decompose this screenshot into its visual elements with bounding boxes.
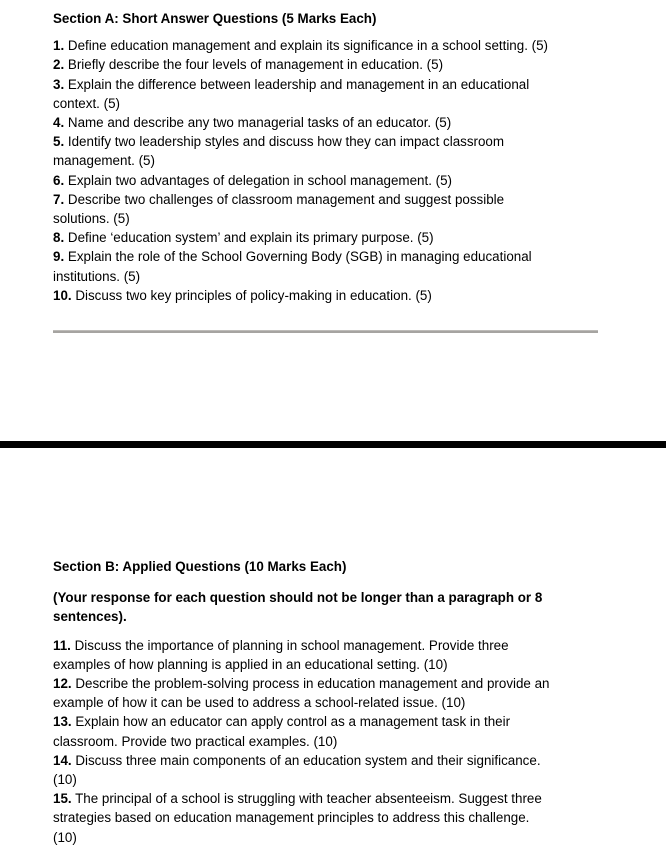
question-item: 15. The principal of a school is struggling with teacher absenteeism. Suggest three strategies based on education management principles to address this challenge. (10)	[53, 791, 542, 845]
question-number: 5.	[53, 134, 65, 150]
question-item: 11. Discuss the importance of planning in school management. Provide three examples of how planning is applied in an educational setting. (10)	[53, 637, 509, 672]
question-number: 2.	[53, 57, 65, 73]
question-number: 9.	[53, 249, 65, 265]
question-item: 14. Discuss three main components of an education system and their significance. (10)	[53, 752, 541, 788]
question-item: 7. Describe two challenges of classroom management and suggest possible solutions. (5)	[53, 191, 505, 227]
question-number: 12.	[53, 676, 72, 692]
page-2	[0, 448, 666, 847]
question-item: 5. Identify two leadership styles and discuss how they can impact classroom management. (5)	[53, 134, 505, 169]
page-1-bottom-margin	[0, 333, 666, 441]
question-number: 1.	[53, 38, 65, 54]
question-item: 13. Explain how an educator can apply control as a management task in their classroom. Provide two practical examples. (10)	[53, 714, 511, 749]
page-1	[0, 0, 666, 333]
question-number: 13.	[53, 714, 72, 730]
question-item: 6. Explain two advantages of delegation in school management. (5)	[53, 172, 452, 188]
section-b-instruction-note: (Your response for each question should not be longer than a paragraph or 8 sentences).	[53, 590, 543, 625]
question-number: 15.	[53, 791, 72, 807]
question-number: 11.	[53, 637, 71, 653]
question-item: 1. Define education management and explain its significance in a school setting. (5)	[53, 38, 549, 54]
question-number: 4.	[53, 115, 65, 131]
page-break-bar	[0, 441, 666, 448]
question-number: 7.	[53, 191, 65, 207]
section-b-questions	[53, 636, 653, 847]
question-item: 2. Briefly describe the four levels of management in education. (5)	[53, 57, 444, 73]
question-number: 10.	[53, 287, 72, 303]
section-a-heading: Section A: Short Answer Questions (5 Marks Each)	[53, 11, 377, 26]
section-a-questions	[53, 36, 653, 305]
question-number: 14.	[53, 752, 72, 768]
question-item: 3. Explain the difference between leadership and management in an educational context. (5)	[53, 76, 530, 111]
question-item: 12. Describe the problem-solving process in education management and provide an example of how it can be used to address a school-related issue. (10)	[53, 676, 550, 711]
question-number: 8.	[53, 230, 65, 246]
question-item: 4. Name and describe any two managerial tasks of an educator. (5)	[53, 115, 452, 131]
question-item: 10. Discuss two key principles of policy-making in education. (5)	[53, 287, 432, 303]
question-number: 6.	[53, 172, 65, 188]
question-item: 9. Explain the role of the School Governing Body (SGB) in managing educational institutions. (5)	[53, 249, 532, 284]
question-number: 3.	[53, 76, 65, 92]
section-b-heading: Section B: Applied Questions (10 Marks Each)	[53, 559, 347, 575]
question-item: 8. Define ‘education system’ and explain its primary purpose. (5)	[53, 230, 434, 246]
